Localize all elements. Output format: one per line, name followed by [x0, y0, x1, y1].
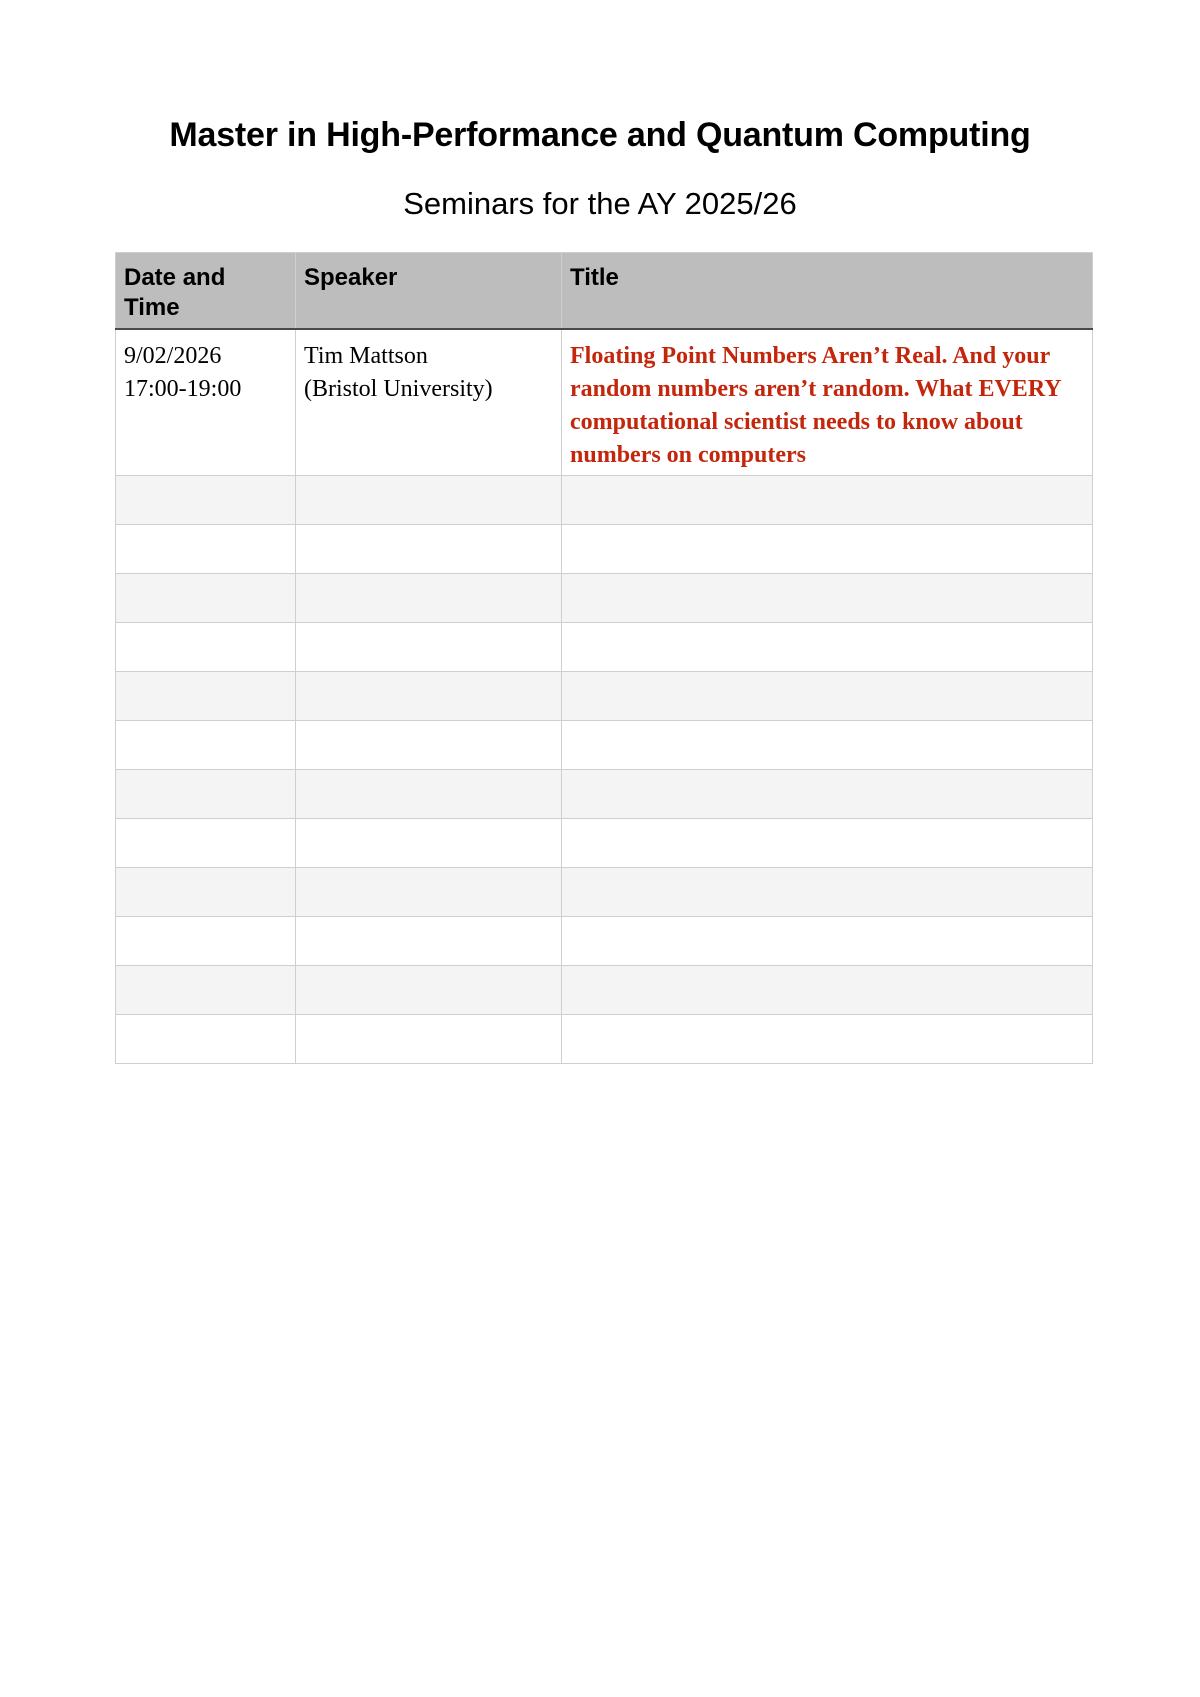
seminar-title: Floating Point Numbers Aren’t Real. And your random numbers aren’t random. What EVERY computational scientist needs to know about numbers on computers — [562, 329, 1093, 476]
seminar-table — [115, 252, 1093, 1064]
empty-title-cell — [562, 623, 1093, 672]
empty-table-row — [116, 770, 1093, 819]
empty-date-time-cell — [116, 868, 296, 917]
column-header-speaker: Speaker — [296, 253, 562, 329]
empty-date-time-cell — [116, 819, 296, 868]
empty-table-row — [116, 966, 1093, 1015]
empty-speaker-cell — [296, 476, 562, 525]
empty-date-time-cell — [116, 770, 296, 819]
seminar-time: 17:00-19:00 — [124, 375, 242, 402]
column-header-date-time: Date and Time — [116, 253, 296, 329]
empty-date-time-cell — [116, 574, 296, 623]
empty-speaker-cell — [296, 966, 562, 1015]
empty-date-time-cell — [116, 623, 296, 672]
seminar-date: 9/02/2026 — [124, 342, 222, 369]
empty-date-time-cell — [116, 672, 296, 721]
empty-title-cell — [562, 574, 1093, 623]
empty-title-cell — [562, 672, 1093, 721]
empty-title-cell — [562, 525, 1093, 574]
empty-title-cell — [562, 1015, 1093, 1064]
empty-table-row — [116, 525, 1093, 574]
speaker-name: Tim Mattson — [304, 342, 428, 369]
empty-table-row — [116, 917, 1093, 966]
empty-table-row — [116, 672, 1093, 721]
empty-speaker-cell — [296, 721, 562, 770]
column-header-title: Title — [562, 253, 1093, 329]
table-row — [116, 329, 1093, 476]
empty-date-time-cell — [116, 917, 296, 966]
empty-speaker-cell — [296, 672, 562, 721]
empty-speaker-cell — [296, 574, 562, 623]
empty-title-cell — [562, 966, 1093, 1015]
empty-title-cell — [562, 819, 1093, 868]
empty-speaker-cell — [296, 623, 562, 672]
speaker-affiliation: (Bristol University) — [304, 375, 493, 402]
empty-speaker-cell — [296, 868, 562, 917]
empty-speaker-cell — [296, 917, 562, 966]
empty-speaker-cell — [296, 819, 562, 868]
empty-table-row — [116, 574, 1093, 623]
empty-table-row — [116, 476, 1093, 525]
empty-date-time-cell — [116, 476, 296, 525]
empty-title-cell — [562, 868, 1093, 917]
empty-speaker-cell — [296, 770, 562, 819]
empty-title-cell — [562, 721, 1093, 770]
empty-table-row — [116, 1015, 1093, 1064]
empty-title-cell — [562, 770, 1093, 819]
empty-speaker-cell — [296, 1015, 562, 1064]
empty-title-cell — [562, 476, 1093, 525]
empty-date-time-cell — [116, 966, 296, 1015]
empty-date-time-cell — [116, 525, 296, 574]
speaker-cell — [296, 329, 562, 476]
table-header-row — [116, 253, 1093, 329]
empty-speaker-cell — [296, 525, 562, 574]
empty-table-row — [116, 868, 1093, 917]
empty-table-row — [116, 623, 1093, 672]
empty-table-row — [116, 819, 1093, 868]
empty-date-time-cell — [116, 1015, 296, 1064]
empty-date-time-cell — [116, 721, 296, 770]
empty-table-row — [116, 721, 1093, 770]
page-title: Master in High-Performance and Quantum Computing — [169, 116, 1031, 154]
page-subtitle: Seminars for the AY 2025/26 — [403, 186, 797, 221]
empty-title-cell — [562, 917, 1093, 966]
date-time-cell — [116, 329, 296, 476]
